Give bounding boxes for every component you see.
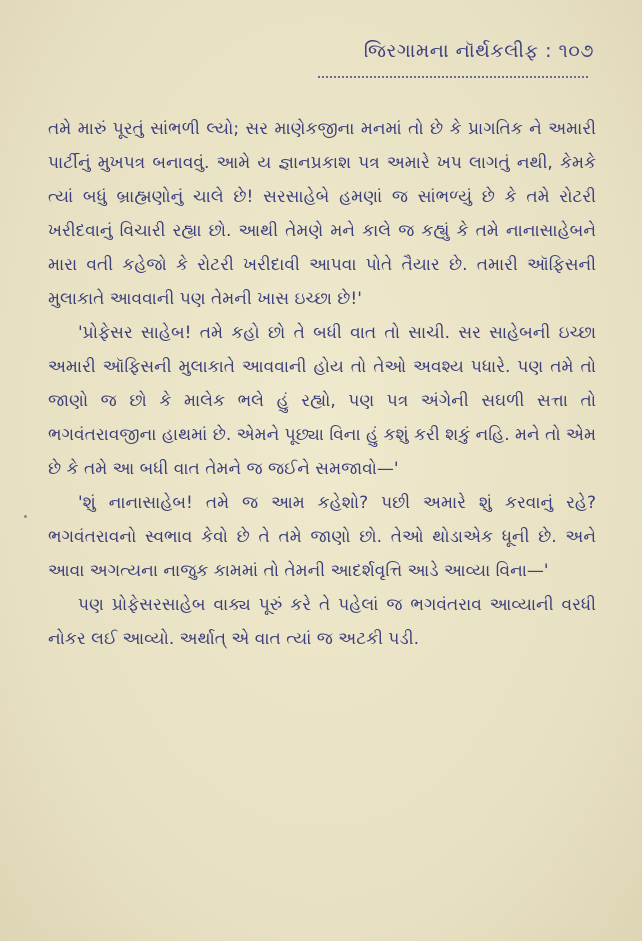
- print-speck: [24, 515, 27, 518]
- paragraph-3: 'શું નાનાસાહેબ! તમે જ આમ કહેશો? પછી અમારે શું કરવાનું રહે? ભગવંતરાવનો સ્વભાવ કેવો છે તે તમે જાણો છો. તેઓ થોડાએક ધૂની છે. અને આવા અગત્યના નાજુક કામમાં તો તેમની આદર્શવૃત્તિ આડે આવ્યા વિના—': [48, 493, 596, 581]
- body-text: [48, 112, 596, 656]
- paragraph-4: પણ પ્રોફેસરસાહેબ વાક્ય પૂરું કરે તે પહેલાં જ ભગવંતરાવ આવ્યાની વરધી નોકર લઈ આવ્યો. અર્થાત્ એ વાત ત્યાં જ અટકી પડી.: [48, 595, 596, 649]
- header-wavy-rule: [318, 72, 588, 78]
- running-header: જિરગામના નૉર્થકલીફ : ૧૦૭: [363, 40, 594, 62]
- paragraph-2: 'પ્રોફેસર સાહેબ! તમે કહો છો તે બધી વાત તો સાચી. સર સાહેબની ઇચ્છા અમારી ઑફિસની મુલાકાતે આવવાની હોય તો તેઓ અવશ્ય પધારે. પણ તમે તો જાણો જ છો કે માલેક ભલે હું રહ્યો, પણ પત્ર અંગેની સઘળી સત્તા તો ભગવંતરાવજીના હાથમાં છે. એમને પૂછ્યા વિના હું કશું કરી શકું નહિ. મને તો એમ છે કે તમે આ બધી વાત તેમને જ જઈને સમજાવો—': [48, 323, 596, 479]
- paragraph-1: તમે મારું પૂરતું સાંભળી લ્યો; સર માણેકજીના મનમાં તો છે કે પ્રાગતિક ને અમારી પાર્ટીનું મુખપત્ર બનાવવું. આમે ય જ્ઞાનપ્રકાશ પત્ર અમારે ખપ લાગતું નથી, કેમકે ત્યાં બધું બ્રાહ્મણોનું ચાલે છે! સરસાહેબે હમણાં જ સાંભળ્યું છે કે તમે રોટરી ખરીદવાનું વિચારી રહ્યા છો. આથી તેમણે મને કાલે જ કહ્યું કે તમે નાનાસાહેબને મારા વતી કહેજો કે રોટરી ખરીદાવી આપવા પોતે તૈયાર છે. તમારી ઑફિસની મુલાકાતે આવવાની પણ તેમની ખાસ ઇચ્છા છે!': [48, 119, 596, 309]
